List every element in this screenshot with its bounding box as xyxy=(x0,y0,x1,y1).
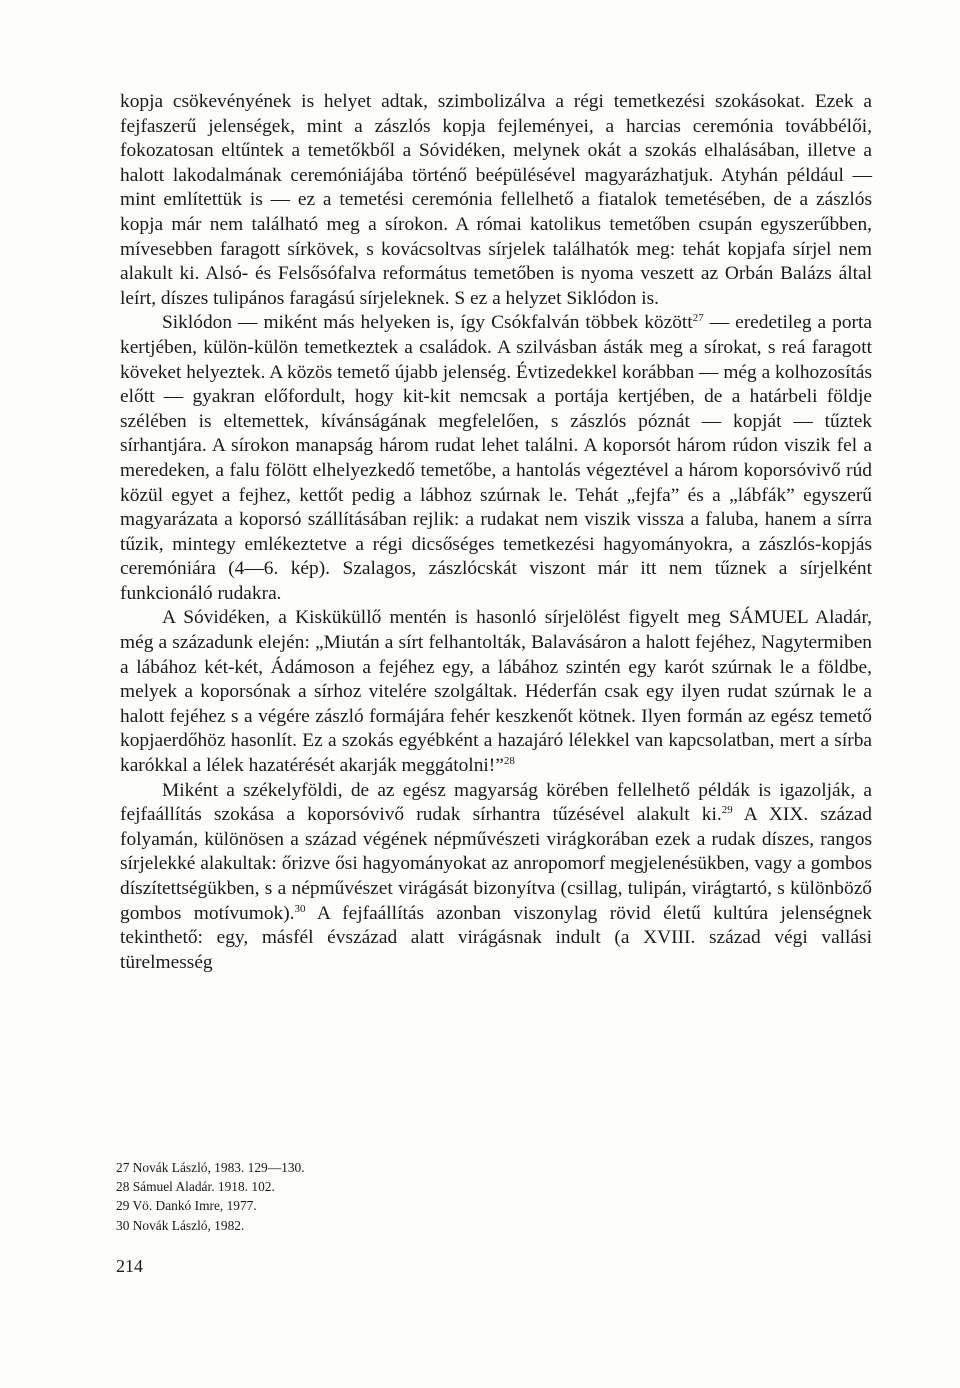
paragraph xyxy=(120,606,872,778)
footnote-reference: 30 xyxy=(294,902,306,915)
paragraph-text: — eredetileg a porta kertjében, külön-külön temetkeztek a családok. A szilvásban ásták meg a sírokat, s reá faragott köveket helyeztek. A közös temető újabb jelenség. Évtizedekkel korábban — még a kolhozosítás előtt — gyakran előfordult, hogy kit-kit nemcsak a portája kertjében, de a határbeli földje szélében is eltemettek, kívánságának megfelelően, s zászlós póznát — kopját — tűztek sírhantjára. A sírokon manapság három rudat lehet találni. A koporsót három rúdon viszik fel a meredeken, a falu fölött elhelyezkedő temetőbe, a hantolás végeztével a három koporsóvivő rúd közül egyet a fejhez, kettőt pedig a lábhoz szúrnak le. Tehát „fejfa” és a „lábfák” egyszerű magyarázata a koporsó szállításában rejlik: a rudakat nem viszik vissza a faluba, hanem a sírra tűzik, mintegy emlékeztetve a régi dicsőséges temetkezési hagyományokra, a zászlós-kopjás ceremóniára (4—6. kép). Szalagos, zászlócskát viszont már itt nem tűznek a sírjelként funkcionáló rudakra. xyxy=(120,312,872,604)
paragraph xyxy=(120,90,872,311)
paragraph-text: kopja csökevényének is helyet adtak, szimbolizálva a régi temetkezési szokásokat. Ezek a fejfaszerű jelenségek, mint a zászlós kopja fejleményei, a harcias ceremónia továbbélői, fokozatosan eltűntek a temetőkből a Sóvidéken, melynek okát a szokás elhalásában, illetve a halott lakodalmának ceremóniájába történő beépülésével magyarázhatjuk. Atyhán például — mint említettük is — ez a temetési ceremónia fellelhető a fiatalok temetésében, de a zászlós kopja már nem található meg a sírokon. A római katolikus temetőben csupán egyszerűbben, mívesebben faragott sírkövek, s kovácsoltvas sírjelek találhatók meg: tehát kopjafa sírjel nem alakult ki. Alsó- és Felsősófalva református temetőben is nyoma veszett az Orbán Balázs által leírt, díszes tulipános faragású sírjeleknek. S ez a helyzet Siklódon is. xyxy=(120,91,872,309)
footnote-reference: 27 xyxy=(692,312,704,325)
footnotes xyxy=(116,1158,536,1235)
page-number: 214 xyxy=(116,1256,143,1276)
paragraph-text: A fejfaállítás azonban viszonylag rövid életű kultúra jelenségnek tekinthető: egy, másfél évszázad alatt virágásnak indult (a XVIII. század végi vallási türelmesség xyxy=(120,902,872,973)
footnote-30: 30 Novák László, 1982. xyxy=(116,1217,245,1233)
footnote-28: 28 Sámuel Aladár. 1918. 102. xyxy=(116,1179,275,1195)
footnote-reference: 29 xyxy=(721,804,733,817)
paragraph-text: A Sóvidéken, a Kisküküllő mentén is hasonló sírjelölést figyelt meg SÁMUEL Aladár, még a századunk elején: „Miután a sírt felhantolták, Balavásáron a halott fejéhez, Nagytermiben a lábához két-két, Ádámoson a fejéhez egy, a lábához szintén egy karót szúrnak le a földbe, melyek a koporsónak a sírhoz vitelére szolgáltak. Héderfán csak egy ilyen rudat szúrnak le a halott fejéhez s a végére zászló formájára fehér keszkenőt kötnek. Ilyen formán az egész temető kopjaerdőhöz hasonlít. Ez a szokás egyébként a hazajáró lélekkel van kapcsolatban, mert a sírba karókkal a lélek hazatérését akarják meggátolni!” xyxy=(120,607,872,777)
footnote-29: 29 Vö. Dankó Imre, 1977. xyxy=(116,1198,257,1214)
paragraph xyxy=(120,311,872,606)
paragraph xyxy=(120,779,872,976)
paragraph-text: Siklódon — miként más helyeken is, így Csókfalván többek között xyxy=(162,312,693,334)
footnote-27: 27 Novák László, 1983. 129—130. xyxy=(116,1160,305,1175)
footnote-reference: 28 xyxy=(503,755,515,768)
body-text xyxy=(120,90,872,975)
paragraph-text: Miként a székelyföldi, de az egész magyarság körében fellelhető példák is igazolják, a fejfaállítás szokása a koporsóvivő rudak sírhantra tűzésével alakult ki. xyxy=(120,779,872,826)
paragraph-text: A XIX. század folyamán, különösen a század végének népművészeti virágkorában ezek a rudak díszes, rangos sírjelekké alakultak: őrizve ősi hagyományokat az anropomorf megjelenésükben, vagy a gombos díszítettségükben, s a népművészet virágását bizonyítva (csillag, tulipán, virágtartó, s különböző gombos motívumok). xyxy=(120,804,872,924)
